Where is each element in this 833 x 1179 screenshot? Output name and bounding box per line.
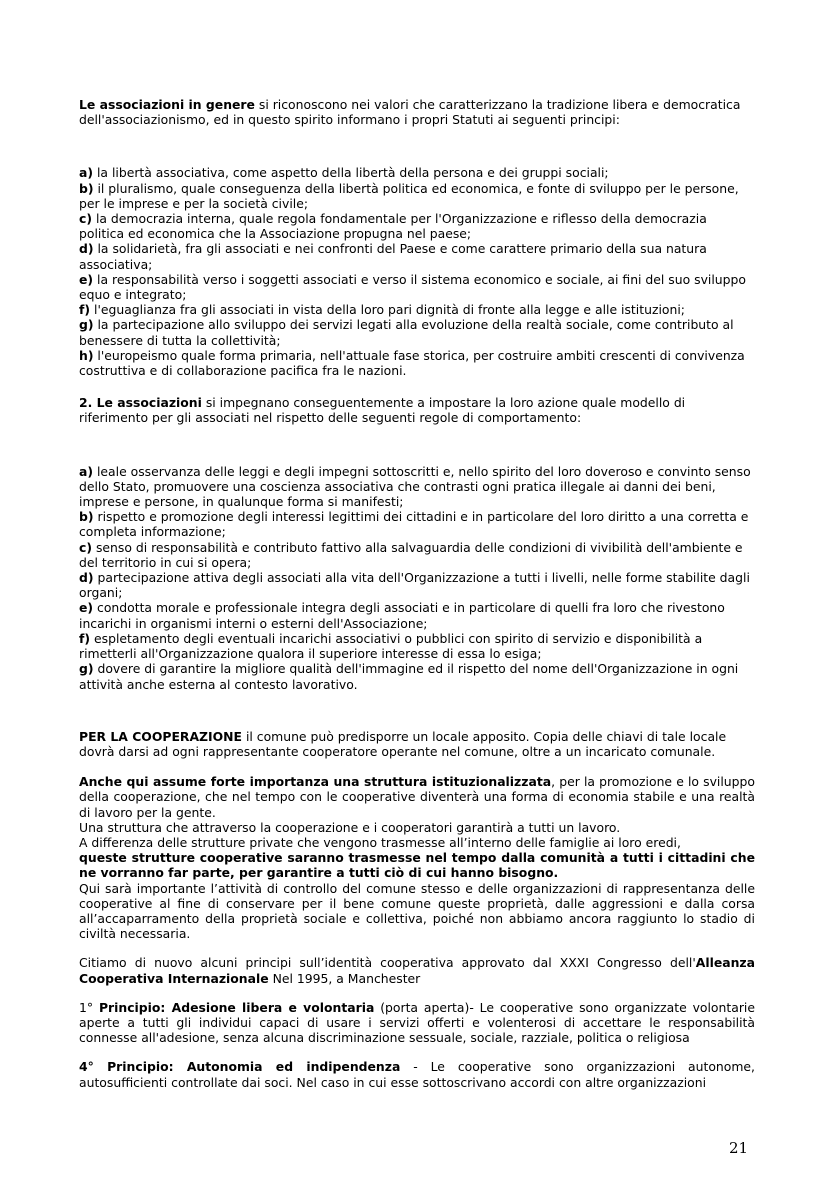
list-text: condotta morale e professionale integra degli associati e in particolare di quelli fra loro che rivestono incarichi in organismi interni o esterni dell'Associazione; bbox=[79, 600, 725, 631]
principio1-bold: Principio: Adesione libera e volontaria bbox=[98, 999, 375, 1015]
list-letter: b) bbox=[79, 509, 94, 525]
list-text: la responsabilità verso i soggetti associati e verso il sistema economico e sociale, ai fini del suo sviluppo equo e integrato; bbox=[79, 271, 746, 303]
cooperazione-text: il comune può predisporre un locale apposito. Copia delle chiavi di tale locale dovrà darsi ad ogni rappresentante cooperatore operante nel comune, oltre a un incaricato comunale. bbox=[79, 728, 727, 759]
list-text: senso di responsabilità e contributo fattivo alla salvaguardia delle condizioni di vivibilità dell'ambiente e del territorio in cui si opera; bbox=[79, 539, 743, 570]
list-text: dovere di garantire la migliore qualità dell'immagine ed il rispetto del nome dell'Organizzazione in ogni attività anche esterna al contesto lavorativo. bbox=[79, 661, 739, 692]
cooperazione-paragraph bbox=[79, 729, 755, 759]
list-item bbox=[79, 509, 755, 539]
list-letter: c) bbox=[79, 539, 93, 555]
list-letter: h) bbox=[79, 347, 94, 363]
list-letter: a) bbox=[79, 463, 94, 479]
list-item bbox=[79, 464, 755, 510]
principio1-num: 1° bbox=[79, 999, 99, 1015]
list-letter: d) bbox=[79, 241, 94, 257]
struttura-bold-paragraph bbox=[79, 850, 755, 880]
list-letter: f) bbox=[79, 302, 91, 318]
list-text: la partecipazione allo sviluppo dei servizi legati alla evoluzione della realtà sociale, come contributo al benessere di tutta la collettività; bbox=[79, 317, 734, 348]
intro-paragraph bbox=[79, 97, 755, 127]
document-body bbox=[79, 97, 755, 1090]
principio1-text: (porta aperta)- Le cooperative sono organizzate volontarie aperte a tutti gli individui capaci di usare i servizi offerti e volenterosi di accettare le responsabilità connesse all'adesione, senza alcuna discriminazione sessuale, sociale, razziale, politica o religiosa bbox=[79, 999, 755, 1046]
principio4-paragraph bbox=[79, 1059, 755, 1089]
list-item bbox=[79, 241, 755, 271]
section2-paragraph bbox=[79, 395, 755, 425]
principio4-text: - Le cooperative sono organizzazioni autonome, autosufficienti controllate dai soci. Nel caso in cui esse sottoscrivano accordi con altre organizzazioni bbox=[79, 1059, 755, 1090]
list-item bbox=[79, 540, 755, 570]
struttura-bold-statement: queste strutture cooperative saranno trasmesse nel tempo dalla comunità a tutti i cittadini che ne vorranno far parte, per garantire a tutti ciò di cui hanno bisogno. bbox=[79, 850, 755, 881]
list-letter: e) bbox=[79, 600, 94, 616]
list-letter: d) bbox=[79, 570, 94, 586]
list-item bbox=[79, 272, 755, 302]
struttura-bold: Anche qui assume forte importanza una struttura istituzionalizzata bbox=[79, 774, 552, 790]
list-item bbox=[79, 165, 755, 180]
list-item bbox=[79, 302, 755, 317]
principio1-paragraph bbox=[79, 1000, 755, 1046]
struttura-line: Una struttura che attraverso la cooperazione e i cooperatori garantirà a tutti un lavoro. bbox=[79, 819, 621, 835]
list-letter: g) bbox=[79, 661, 94, 677]
list-text: la solidarietà, fra gli associati e nei confronti del Paese e come carattere primario della sua natura associativa; bbox=[79, 241, 707, 272]
list-letter: c) bbox=[79, 211, 93, 227]
section2-bold: 2. Le associazioni bbox=[79, 395, 202, 411]
struttura-control-paragraph: Qui sarà importante l’attività di controllo del comune stesso e delle organizzazioni di rappresentanza delle cooperative al fine di conservare per il bene comune queste proprietà, dalle aggressioni e dalla corsa all’accaparramento della proprietà sociale e collettiva, poiché non abbiamo ancora raggiunto lo stadio di civiltà necessaria. bbox=[79, 880, 755, 942]
list-text: la libertà associativa, come aspetto della libertà della persona e dei gruppi sociali; bbox=[93, 165, 609, 181]
cooperazione-bold: PER LA COOPERAZIONE bbox=[79, 728, 242, 744]
intro-text: si riconoscono nei valori che caratterizzano la tradizione libera e democratica dell'associazionismo, ed in questo spirito informano i propri Statuti ai seguenti principi: bbox=[79, 97, 741, 128]
list-item bbox=[79, 317, 755, 347]
principles-list bbox=[79, 165, 755, 378]
citiamo-bold: Alleanza Cooperativa Internazionale bbox=[79, 955, 755, 986]
list-letter: b) bbox=[79, 180, 94, 196]
list-letter: f) bbox=[79, 630, 91, 646]
principio4-bold: 4° Principio: Autonomia ed indipendenza bbox=[79, 1059, 401, 1075]
list-text: l'europeismo quale forma primaria, nell'attuale fase storica, per costruire ambiti crescenti di convivenza costruttiva e di collaborazione pacifica fra le nazioni. bbox=[79, 347, 745, 379]
list-item bbox=[79, 661, 755, 691]
list-letter: g) bbox=[79, 317, 94, 333]
list-item bbox=[79, 211, 755, 241]
list-item bbox=[79, 600, 755, 630]
citiamo-text-end: Nel 1995, a Manchester bbox=[268, 970, 421, 986]
list-letter: e) bbox=[79, 271, 94, 287]
page-number: 21 bbox=[729, 1139, 749, 1157]
list-letter: a) bbox=[79, 165, 94, 181]
citiamo-text: Citiamo di nuovo alcuni principi sull’identità cooperativa approvato dal XXXI Congresso dell' bbox=[79, 955, 696, 971]
list-item bbox=[79, 348, 755, 378]
struttura-line: A differenza delle strutture private che vengono trasmesse all’interno delle famiglie ai loro eredi, bbox=[79, 834, 681, 850]
list-text: l'eguaglianza fra gli associati in vista della loro pari dignità di fronte alla legge e alle istituzioni; bbox=[90, 302, 685, 318]
list-text: la democrazia interna, quale regola fondamentale per l'Organizzazione e riflesso della democrazia politica ed economica che la Associazione propugna nel paese; bbox=[79, 211, 707, 242]
list-text: rispetto e promozione degli interessi legittimi dei cittadini e in particolare del loro diritto a una corretta e completa informazione; bbox=[79, 509, 749, 540]
list-text: espletamento degli eventuali incarichi associativi o pubblici con spirito di servizio e disponibilità a rimetterli all'Organizzazione qualora il superiore interesse di essa lo esiga; bbox=[79, 630, 703, 662]
citiamo-paragraph bbox=[79, 955, 755, 985]
list-text: partecipazione attiva degli associati alla vita dell'Organizzazione a tutti i livelli, nelle forme stabilite dagli organi; bbox=[79, 570, 750, 601]
list-item bbox=[79, 631, 755, 661]
list-item bbox=[79, 570, 755, 600]
list-text: il pluralismo, quale conseguenza della libertà politica ed economica, e fonte di sviluppo per le persone, per le imprese e per la società civile; bbox=[79, 180, 739, 211]
list-text: leale osservanza delle leggi e degli impegni sottoscritti e, nello spirito del loro doveroso e convinto senso dello Stato, promuovere una coscienza associativa che contrasti ogni pratica illegale ai danni dei beni, imprese e persone, in qualunque forma si manifesti; bbox=[79, 463, 751, 510]
struttura-block bbox=[79, 774, 755, 941]
list-item bbox=[79, 181, 755, 211]
struttura-paragraph bbox=[79, 774, 755, 820]
struttura-text: , per la promozione e lo sviluppo della cooperazione, che nel tempo con le cooperative diventerà una forma di economia stabile e una realtà di lavoro per la gente. bbox=[79, 774, 755, 820]
rules-list bbox=[79, 464, 755, 692]
section2-text: si impegnano conseguentemente a impostare la loro azione quale modello di riferimento per gli associati nel rispetto delle seguenti regole di comportamento: bbox=[79, 395, 686, 426]
intro-bold: Le associazioni in genere bbox=[79, 97, 255, 112]
